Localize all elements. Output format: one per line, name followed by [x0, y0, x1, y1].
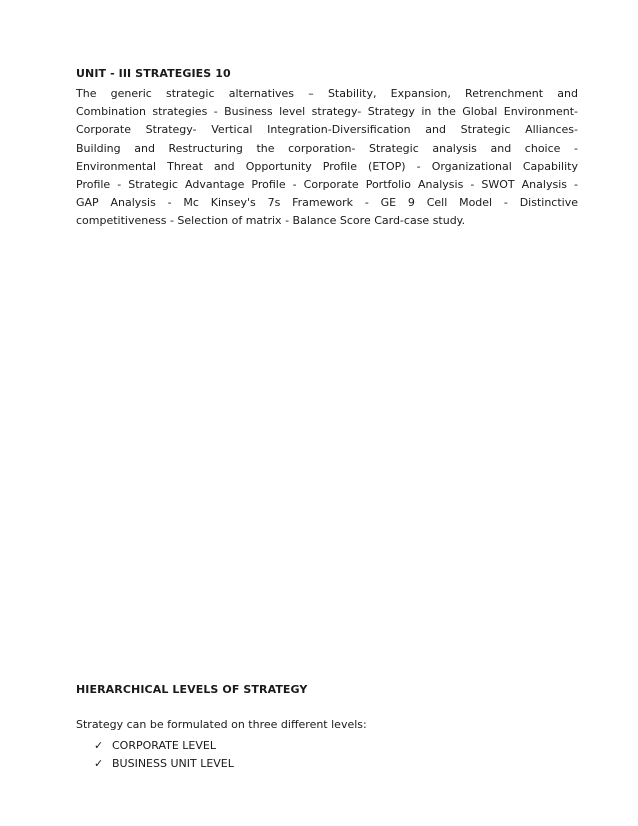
level-label: BUSINESS UNIT LEVEL — [112, 757, 234, 770]
list-item — [94, 755, 234, 773]
hierarchy-intro: Strategy can be formulated on three different levels: — [76, 718, 367, 731]
checkmark-icon: ✓ — [94, 739, 104, 752]
checkmark-icon: ✓ — [94, 757, 104, 770]
unit-heading: UNIT - III STRATEGIES 10 — [76, 67, 231, 80]
paragraph-line: Environmental Threat and Opportunity Profile (ETOP) - Organizational Capability — [76, 159, 578, 173]
paragraph-line: The generic strategic alternatives – Stability, Expansion, Retrenchment and — [76, 87, 578, 100]
syllabus-paragraph — [76, 85, 578, 231]
list-item — [94, 737, 234, 755]
paragraph-line: GAP Analysis - Mc Kinsey's 7s Framework - GE 9 Cell Model - Distinctive — [76, 196, 578, 210]
level-label: CORPORATE LEVEL — [112, 739, 216, 752]
paragraph-line: Combination strategies - Business level strategy- Strategy in the Global Environment- — [76, 105, 578, 119]
paragraph-line: Corporate Strategy- Vertical Integration-Diversification and Strategic Alliances- — [76, 123, 578, 137]
paragraph-line: Building and Restructuring the corporation- Strategic analysis and choice - — [76, 141, 578, 155]
paragraph-line: Profile - Strategic Advantage Profile - Corporate Portfolio Analysis - SWOT Analysis - — [76, 178, 578, 192]
levels-list — [94, 737, 234, 773]
hierarchy-heading: HIERARCHICAL LEVELS OF STRATEGY — [76, 683, 308, 696]
paragraph-line: competitiveness - Selection of matrix - Balance Score Card-case study. — [76, 214, 466, 228]
